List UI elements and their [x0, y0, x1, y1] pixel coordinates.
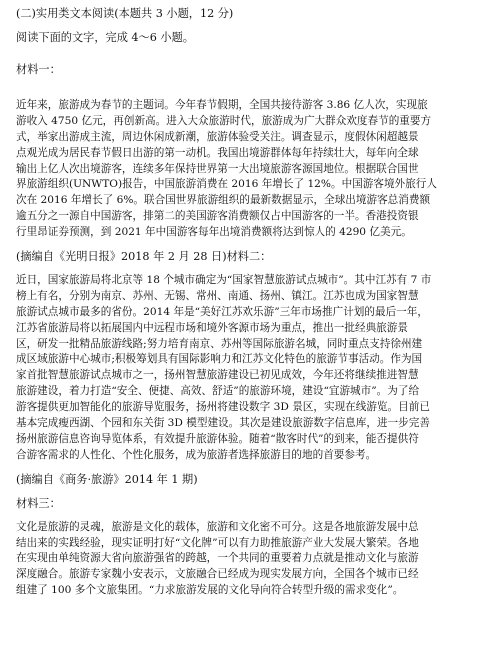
paragraph-line: 行里昂证券预测，到 2021 年中国游客每年出境消费额将达到惊人的 4290 亿美元。: [16, 226, 412, 239]
paragraph-line: 次在 2016 年增长了 6%。联合国世界旅游组织的最新数据显示，全球出境游客总消费额: [16, 194, 431, 207]
paragraph-line: 结出来的实践经验，现实证明打好“文化牌”可以有力助推旅游产业大发展大繁荣。各地: [16, 536, 419, 549]
paragraph-line: 文化是旅游的灵魂，旅游是文化的载体，旅游和文化密不可分。这是各地旅游发展中总: [16, 520, 419, 533]
paragraph-line: 游收入 4750 亿元，再创新高。进入大众旅游时代，旅游成为广大群众欢度春节的重要方: [16, 114, 432, 127]
paragraph-line: 式，举家出游成主流，周边休闲成新潮，旅游体验受关注。调查显示，度假休闲超越景: [16, 130, 419, 143]
material-3-heading: 材料三：: [16, 496, 61, 510]
paragraph-line: 家首批智慧旅游试点城市之一，扬州智慧旅游建设已初见成效，今年还将继续推进智慧: [16, 369, 419, 382]
paragraph-line: 在实现由单纯资源大省向旅游强省的跨越，一个共同的重要着力点就是推动文化与旅游: [16, 552, 419, 565]
material-1-paragraph: [16, 98, 484, 241]
paragraph-line: 逾五分之一源自中国游客，排第二的美国游客消费额仅占中国游客的一半。香港投资银: [16, 210, 419, 223]
paragraph-line: 深度融合。旅游专家魏小安表示，文旅融合已经成为现实发展方向，全国各个城市已经: [16, 568, 419, 581]
paragraph-line: 组建了 100 多个文旅集团。“力求旅游发展的文化导向符合转型升级的需求变化”。: [16, 584, 404, 597]
paragraph-line: 榜上有名，分别为南京、苏州、无锡、常州、南通、扬州、镇江。江苏也成为国家智慧: [16, 289, 419, 302]
paragraph-line: 界旅游组织(UNWTO)报告，中国旅游消费在 2016 年增长了 12%。中国游客境外旅行人: [16, 178, 437, 191]
paragraph-line: 输出上亿人次出境游客，连续多年保持世界第一大出境旅游客源国地位。根据联合国世: [16, 162, 419, 175]
paragraph-line: 扬州旅游信息咨询导览体系，有效提升旅游体验。随着“散客时代”的到来，能否提供符: [16, 432, 419, 445]
paragraph-line: 旅游建设，着力打造“安全、便捷、高效、舒适”的旅游环境，建设“宜游城市”。为了给: [16, 385, 420, 398]
paragraph-line: 基本完成瘦西湖、个园和东关街 3D 模型建设。其次是建设旅游数字信息库，进一步完善: [16, 417, 430, 430]
paragraph-line: 近年来，旅游成为春节的主题词。今年春节假期，全国共接待游客 3.86 亿人次，实现旅: [16, 99, 428, 111]
paragraph-line: 合游客需求的人性化、个性化服务，成为旅游者选择旅游目的地的首要参考。: [16, 448, 377, 461]
material-1-heading: 材料一：: [16, 63, 61, 76]
material-1-source: (摘编自《光明日报》2018 年 2 月 28 日)材料二：: [16, 250, 272, 264]
paragraph-line: 点观光成为居民春节假日出游的第一动机。我国出境游群体每年持续壮大，每年向全球: [16, 146, 419, 159]
section-title: (二)实用类文本阅读(本题共 3 小题，12 分): [16, 7, 234, 20]
paragraph-line: 江苏省旅游局将以拓展国内中远程市场和境外客源市场为重点，推出一批经典旅游景: [16, 321, 408, 334]
paragraph-line: 游客提供更加智能化的旅游导览服务，扬州将建设数字 3D 景区，实现在线游览。目前已: [16, 401, 430, 414]
material-2-paragraph: [16, 273, 484, 464]
paragraph-line: 旅游试点城市最多的省份。2014 年是“美好江苏欢乐游”三年市场推广计划的最后一年，: [16, 305, 428, 318]
material-2-source: (摘编自《商务·旅游》2014 年 1 期): [16, 472, 198, 486]
paragraph-line: 近日，国家旅游局将北京等 18 个城市确定为“国家智慧旅游试点城市”。其中江苏有 7 市: [16, 274, 432, 287]
document-page: [16, 6, 484, 599]
material-3-paragraph: [16, 520, 484, 599]
reading-instruction: 阅读下面的文字，完成 4～6 小题。: [16, 31, 194, 44]
paragraph-line: 区，研发一批精品旅游线路;努力培育南京、苏州等国际旅游名城，同时重点支持徐州建: [16, 337, 423, 350]
paragraph-line: 成区域旅游中心城市;积极筹划具有国际影响力和江苏文化特色的旅游节事活动。作为国: [16, 353, 423, 366]
